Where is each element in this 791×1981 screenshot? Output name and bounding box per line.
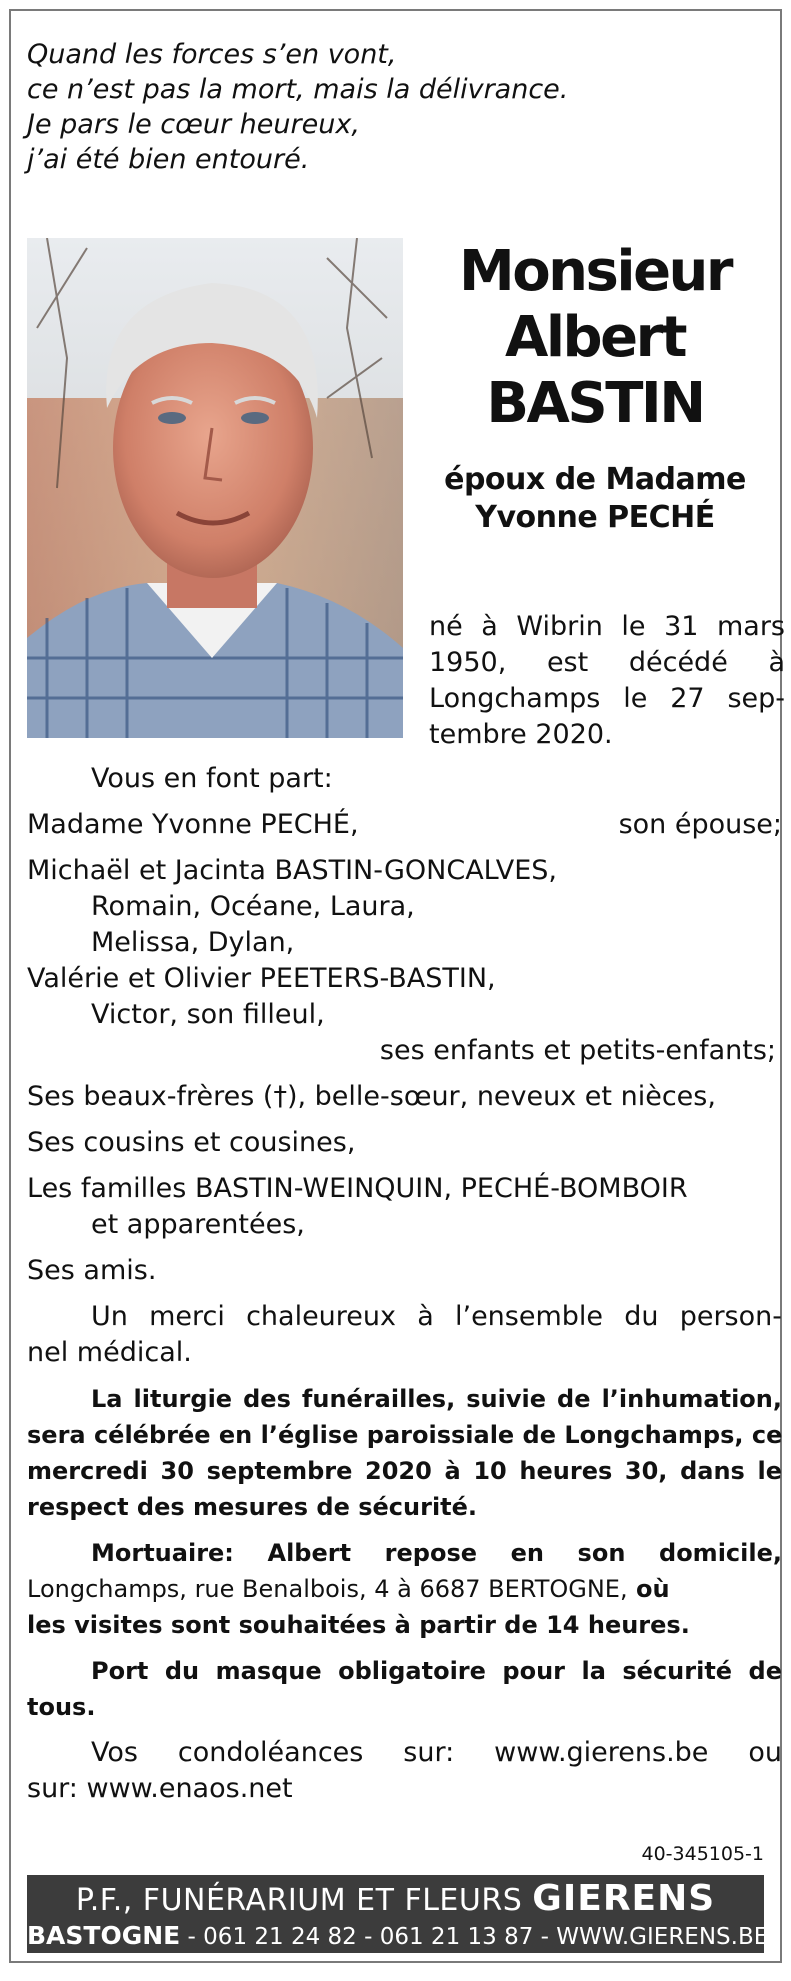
family-line: Melissa, Dylan, bbox=[91, 927, 295, 958]
spouse-role: son épouse; bbox=[618, 809, 782, 840]
birth-death-info bbox=[429, 609, 785, 753]
deceased-name-block bbox=[419, 239, 771, 537]
families-line: et apparentées, bbox=[91, 1209, 305, 1240]
funeral-home-banner bbox=[27, 1875, 769, 1953]
banner-company: P.F., FUNÉRARIUM ET FLEURS bbox=[75, 1883, 523, 1918]
banner-line-2 bbox=[27, 1921, 769, 1952]
family-line: Michaël et Jacinta BASTIN-GONCALVES, bbox=[27, 855, 557, 886]
family-line: Romain, Océane, Laura, bbox=[91, 891, 415, 922]
obituary-notice bbox=[9, 9, 785, 1963]
quote-line: Quand les forces s’en vont, bbox=[27, 39, 397, 70]
banner-city: BASTOGNE bbox=[27, 1921, 181, 1950]
mortuary-address-bold: où bbox=[627, 1575, 670, 1603]
mask-line: Port du masque obligatoire pour la sécurité de bbox=[91, 1657, 782, 1685]
condolences-line: sur: www.enaos.net bbox=[27, 1773, 293, 1804]
banner-contacts: - 061 21 24 82 - 061 21 13 87 - WWW.GIERENS.BE bbox=[180, 1924, 769, 1950]
friends-line: Ses amis. bbox=[27, 1255, 157, 1286]
quote-line: j’ai été bien entouré. bbox=[27, 144, 310, 175]
birth-line: 1950, est décédé à bbox=[429, 647, 785, 678]
intro-line: Vous en font part: bbox=[91, 763, 333, 794]
quote-line: ce n’est pas la mort, mais la délivrance. bbox=[27, 74, 569, 105]
birth-line: Longchamps le 27 sep- bbox=[429, 683, 785, 714]
deceased-last-name: BASTIN bbox=[486, 371, 704, 436]
thanks-line: nel médical. bbox=[27, 1337, 192, 1368]
funeral-line: La liturgie des funérailles, suivie de l’inhumation, bbox=[91, 1385, 782, 1413]
deceased-title: Monsieur bbox=[458, 239, 732, 304]
families-line: Les familles BASTIN-WEINQUIN, PECHÉ-BOMBOIR bbox=[27, 1173, 688, 1204]
banner-brand: GIERENS bbox=[532, 1878, 716, 1919]
portrait-photo bbox=[27, 238, 403, 738]
deceased-first-name: Albert bbox=[505, 305, 685, 370]
children-role: ses enfants et petits-enfants; bbox=[379, 1035, 776, 1066]
funeral-line: mercredi 30 septembre 2020 à 10 heures 30, dans le bbox=[27, 1457, 782, 1485]
announcement-body bbox=[27, 761, 782, 1807]
mortuary-address-text: Longchamps, rue Benalbois, 4 à 6687 BERTOGNE, bbox=[27, 1575, 628, 1603]
banner-line-1 bbox=[27, 1875, 764, 1921]
condolences-line: Vos condoléances sur: www.gierens.be ou bbox=[91, 1737, 782, 1768]
spouse-info bbox=[419, 461, 771, 537]
mortuary-address bbox=[27, 1571, 782, 1607]
funeral-line: respect des mesures de sécurité. bbox=[27, 1493, 478, 1521]
quote-line: Je pars le cœur heureux, bbox=[27, 109, 360, 140]
inlaws-line: Ses beaux-frères (†), belle-sœur, neveux et nièces, bbox=[27, 1081, 716, 1112]
family-line: Victor, son filleul, bbox=[91, 999, 325, 1030]
birth-line: tembre 2020. bbox=[429, 719, 613, 750]
spouse-row bbox=[27, 807, 782, 843]
reference-number: 40-345105-1 bbox=[641, 1843, 764, 1865]
funeral-line: sera célébrée en l’église paroissiale de Longchamps, ce bbox=[27, 1421, 782, 1449]
spouse-line: époux de Madame bbox=[444, 462, 746, 497]
birth-line: né à Wibrin le 31 mars bbox=[429, 611, 785, 642]
spouse-name: Madame Yvonne PECHÉ, bbox=[27, 809, 359, 840]
cousins-line: Ses cousins et cousines, bbox=[27, 1127, 356, 1158]
family-line: Valérie et Olivier PEETERS-BASTIN, bbox=[27, 963, 496, 994]
mortuary-visits: les visites sont souhaitées à partir de 14 heures. bbox=[27, 1611, 690, 1639]
mask-line: tous. bbox=[27, 1693, 96, 1721]
mortuary-line: Mortuaire: Albert repose en son domicile, bbox=[91, 1539, 782, 1567]
spouse-line: Yvonne PECHÉ bbox=[475, 500, 715, 535]
quote bbox=[27, 37, 767, 177]
portrait-illustration bbox=[27, 238, 403, 738]
thanks-line: Un merci chaleureux à l’ensemble du person- bbox=[91, 1301, 782, 1332]
